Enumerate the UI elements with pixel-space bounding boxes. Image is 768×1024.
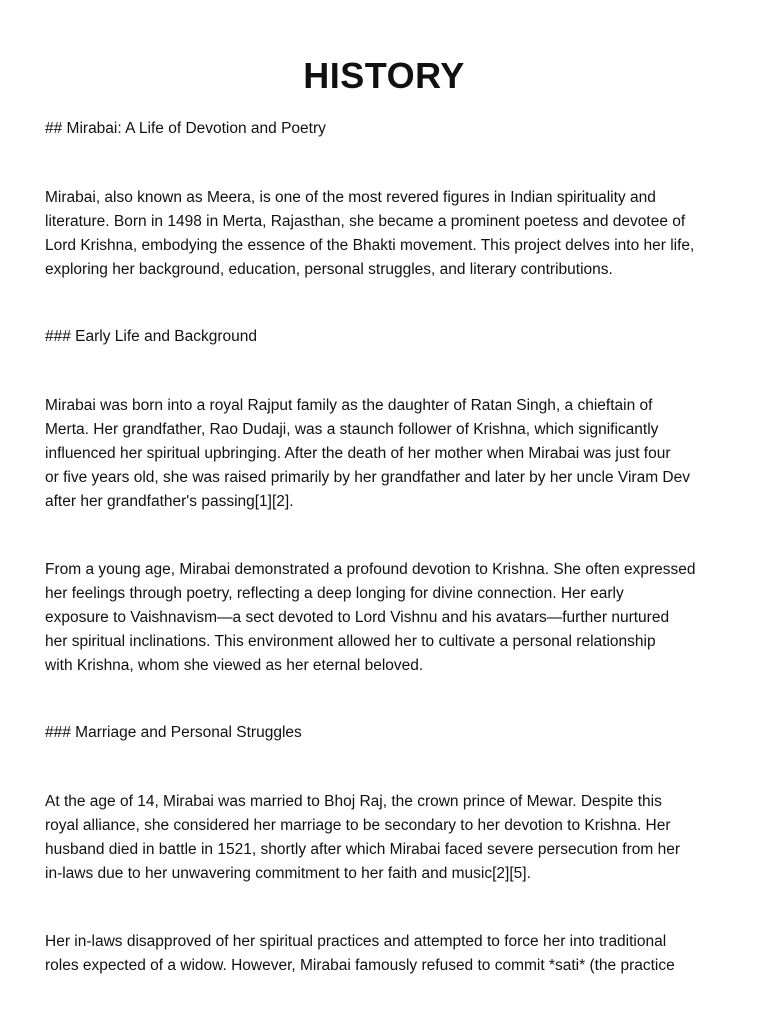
text-line: her feelings through poetry, reflecting a deep longing for divine connection. Her early: [45, 585, 624, 602]
text-line: exploring her background, education, personal struggles, and literary contributions.: [45, 261, 613, 278]
text-line: exposure to Vaishnavism—a sect devoted to Lord Vishnu and his avatars—further nurtured: [45, 609, 670, 626]
text-line: Lord Krishna, embodying the essence of the Bhakti movement. This project delves into her life,: [45, 237, 695, 254]
text-line: influenced her spiritual upbringing. After the death of her mother when Mirabai was just four: [45, 445, 671, 462]
text-line: after her grandfather's passing[1][2].: [45, 493, 294, 510]
text-line: literature. Born in 1498 in Merta, Rajasthan, she became a prominent poetess and devotee of: [45, 213, 686, 230]
text-line: ### Marriage and Personal Struggles: [45, 724, 302, 741]
text-line: her spiritual inclinations. This environment allowed her to cultivate a personal relationship: [45, 633, 656, 650]
section-heading-early-life: [45, 325, 725, 349]
early-life-paragraph-2: [45, 558, 725, 678]
text-line: ## Mirabai: A Life of Devotion and Poetry: [45, 120, 326, 137]
text-line: Mirabai, also known as Meera, is one of the most revered figures in Indian spirituality and: [45, 189, 656, 206]
intro-paragraph: [45, 186, 725, 282]
section-heading-marriage: [45, 721, 725, 745]
text-line: Mirabai was born into a royal Rajput family as the daughter of Ratan Singh, a chieftain of: [45, 397, 653, 414]
marriage-paragraph-2: [45, 930, 725, 978]
early-life-paragraph-1: [45, 394, 725, 514]
subtitle-heading: [45, 117, 725, 141]
text-line: royal alliance, she considered her marriage to be secondary to her devotion to Krishna. Her: [45, 817, 671, 834]
page-title: HISTORY: [303, 55, 465, 96]
text-line: At the age of 14, Mirabai was married to Bhoj Raj, the crown prince of Mewar. Despite this: [45, 793, 662, 810]
text-line: From a young age, Mirabai demonstrated a profound devotion to Krishna. She often expressed: [45, 561, 696, 578]
text-line: in-laws due to her unwavering commitment to her faith and music[2][5].: [45, 865, 531, 882]
text-line: Her in-laws disapproved of her spiritual practices and attempted to force her into traditional: [45, 933, 667, 950]
text-line: or five years old, she was raised primarily by her grandfather and later by her uncle Viram Dev: [45, 469, 690, 486]
text-line: ### Early Life and Background: [45, 328, 257, 345]
text-line: roles expected of a widow. However, Mirabai famously refused to commit *sati* (the practice: [45, 957, 675, 974]
text-line: with Krishna, whom she viewed as her eternal beloved.: [45, 657, 424, 674]
text-line: husband died in battle in 1521, shortly after which Mirabai faced severe persecution from her: [45, 841, 680, 858]
marriage-paragraph-1: [45, 790, 725, 886]
text-line: Merta. Her grandfather, Rao Dudaji, was a staunch follower of Krishna, which significantly: [45, 421, 659, 438]
